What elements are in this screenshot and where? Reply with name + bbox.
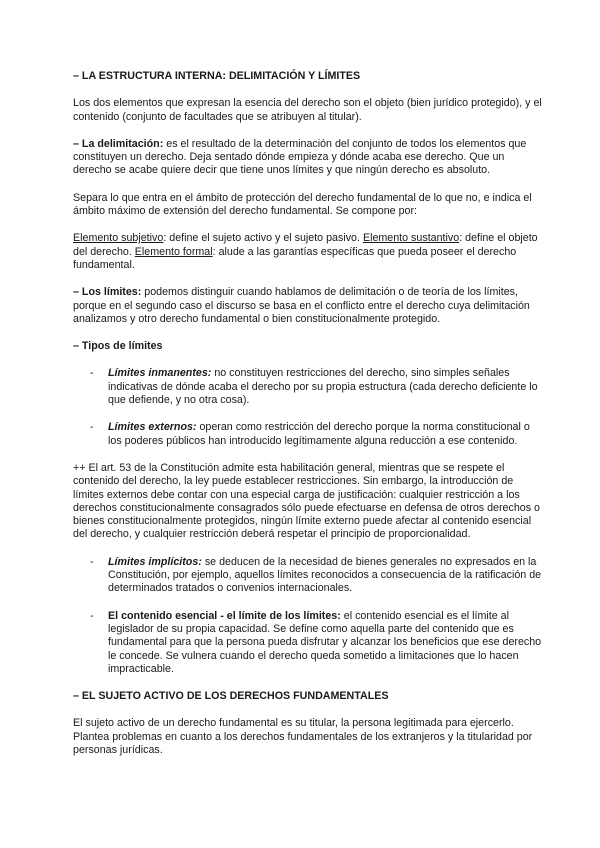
limites-label: – Los límites:: [73, 286, 142, 299]
list-item: [73, 367, 544, 407]
section-heading-tipos: – Tipos de límites: [73, 340, 163, 353]
dash-bullet: -: [90, 421, 94, 434]
paragraph-elementos: [73, 232, 544, 272]
elemento-subjetivo-label: Elemento subjetivo: [73, 232, 164, 245]
paragraph-elementos-esencia: Los dos elementos que expresan la esencia del derecho son el objeto (bien jurídico protegido), y el contenido (conjunto de facultades que se atribuyen al titular).: [73, 97, 542, 123]
elemento-sustantivo-text: : define el objeto del derecho.: [73, 232, 538, 258]
section-heading-estructura: – LA ESTRUCTURA INTERNA: DELIMITACIÓN Y LÍMITES: [73, 70, 361, 82]
delimitacion-label: – La delimitación:: [73, 137, 164, 150]
elemento-subjetivo-text: : define el sujeto activo y el sujeto pasivo.: [163, 232, 363, 245]
list-limites-adicionales: [73, 556, 544, 676]
paragraph-art53: ++ El art. 53 de la Constitución admite esta habilitación general, mientras que se respete el contenido del derecho, la ley puede establecer restricciones. Sin embargo, la introducción de límites externos debe contar con una especial carga de justificación: cualquier restricción a los derechos constitucionalmente consagrados sólo puede efectuarse en defensa de otros derechos o bienes constitucionalmente protegidos, ningún límite externo puede afectar al contenido esencial del derecho, y cualquier restricción deberá respetar el principio de proporcionalidad.: [73, 461, 540, 541]
paragraph-delimitacion: [73, 138, 544, 178]
item-label: Límites externos:: [108, 421, 197, 434]
elemento-sustantivo-label: Elemento sustantivo: [362, 232, 460, 245]
item-text: operan como restricción del derecho porque la norma constitucional o los poderes públicos han introducido legítimamente alguna reducción a ese contenido.: [108, 421, 530, 447]
delimitacion-text: es el resultado de la determinación del conjunto de todos los elementos que constituyen un derecho. Deja sentado dónde empieza y dónde acaba ese derecho. Que un derecho se acabe quiere decir que tiene unos límites y que ningún derecho es absoluto.: [73, 137, 527, 177]
list-item: [73, 421, 544, 448]
item-label: Límites inmanentes:: [108, 367, 212, 380]
dash-bullet: -: [90, 555, 94, 568]
elemento-formal-text: : alude a las garantías específicas que pueda poseer el derecho fundamental.: [73, 245, 517, 271]
paragraph-sujeto-activo: El sujeto activo de un derecho fundamental es su titular, la persona legitimada para ejercerlo. Plantea problemas en cuanto a los derechos fundamentales de los extranjeros y la titularidad por personas jurídicas.: [73, 717, 533, 756]
limites-text: podemos distinguir cuando hablamos de delimitación o de teoría de los límites, porque en el segundo caso el discurso se basa en el conflicto entre el derecho cuya delimitación analizamos y otro derecho fundamental o bien constitucionalmente protegido.: [73, 286, 530, 325]
item-label: El contenido esencial - el límite de los límites:: [108, 609, 341, 622]
dash-bullet: -: [90, 609, 94, 622]
item-text: no constituyen restricciones del derecho, sino simples señales indicativas de dónde acaba el derecho por su propia estructura (cada derecho deficiente lo que defiende, y no otra cosa).: [108, 367, 538, 407]
list-tipos-limites: [73, 367, 544, 447]
paragraph-ambito: Separa lo que entra en el ámbito de protección del derecho fundamental de lo que no, e indica el ámbito máximo de extensión del derecho fundamental. Se compone por:: [73, 191, 532, 218]
item-text: se deducen de la necesidad de bienes generales no expresados en la Constitución, por ejemplo, aquellos límites reconocidos a consecuencia de la ratificación de determinados tratados o convenios internacionales.: [108, 555, 542, 595]
item-text: el contenido esencial es el límite al legislador de su propia capacidad. Se define como aquella parte del contenido que es fundamental para que la persona pueda disfrutar y alcanzar los beneficios que ese derecho le concede. Se vulnera cuando el derecho queda sometido a limitaciones que lo hacen impracticable.: [108, 609, 542, 675]
list-item: [73, 610, 544, 676]
paragraph-limites: [73, 286, 544, 326]
list-item: [73, 556, 544, 596]
elemento-formal-label: Elemento formal: [134, 245, 213, 258]
item-label: Límites implícitos:: [108, 555, 202, 568]
section-heading-sujeto-activo: – EL SUJETO ACTIVO DE LOS DERECHOS FUNDAMENTALES: [73, 690, 389, 703]
dash-bullet: -: [90, 367, 94, 380]
